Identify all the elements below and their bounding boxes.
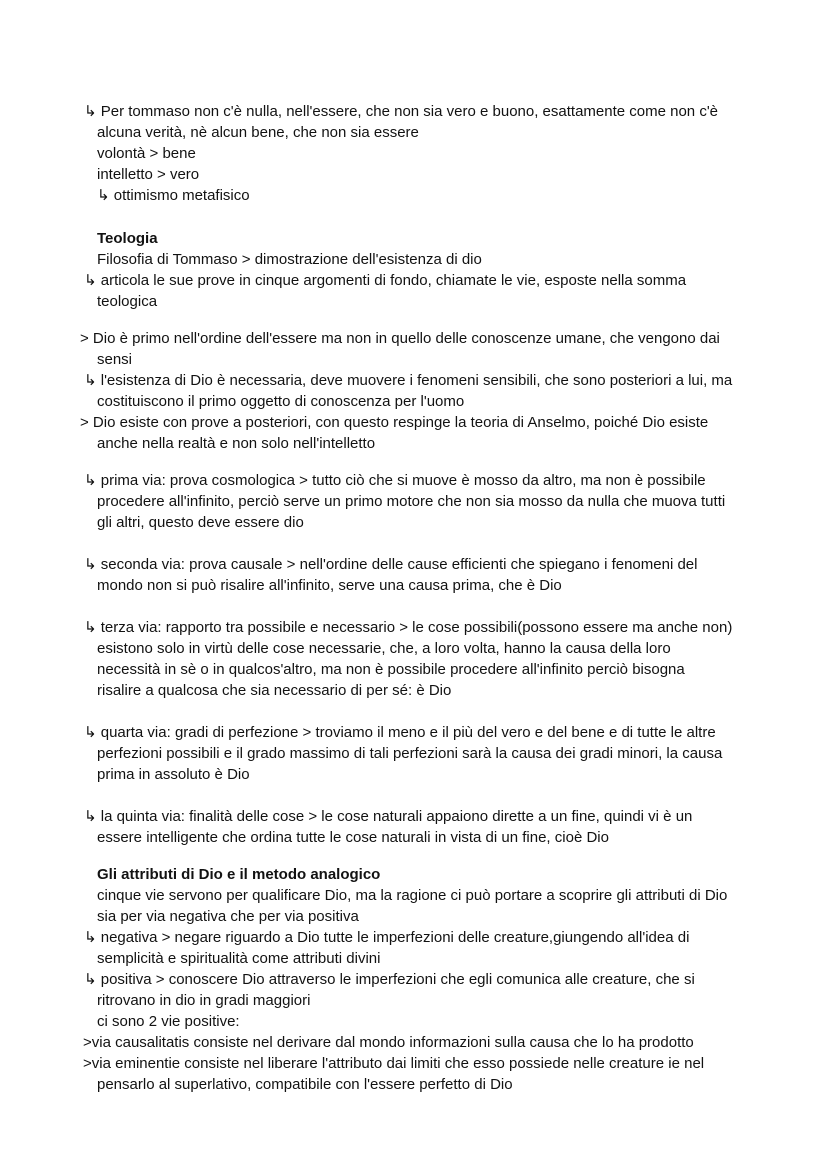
text-block: > Dio esiste con prove a posteriori, con questo respinge la teoria di Anselmo, poiché Dio esiste anche nella realtà e non solo nell'intelletto <box>80 414 709 452</box>
text-block: Filosofia di Tommaso > dimostrazione dell'esistenza di dio <box>97 251 482 268</box>
notes-document <box>80 101 733 1095</box>
section-heading: Gli attributi di Dio e il metodo analogico <box>97 866 381 883</box>
text-block: ↳ quarta via: gradi di perfezione > troviamo il meno e il più del vero e del bene e di tutte le altre perfezioni possibili e il grado massimo di tali perfezioni sarà la causa dei gradi minori, la causa prima in assoluto è Dio <box>84 724 723 783</box>
text-block: ↳ la quinta via: finalità delle cose > le cose naturali appaiono dirette a un fine, quindi vi è un essere intelligente che ordina tutte le cose naturali in vista di un fine, cioè Dio <box>84 808 693 846</box>
text-block: ↳ positiva > conoscere Dio attraverso le imperfezioni che egli comunica alle creature, che si ritrovano in dio in gradi maggiori <box>84 971 695 1009</box>
text-block: ↳ ottimismo metafisico <box>97 187 250 204</box>
text-block: ↳ prima via: prova cosmologica > tutto ciò che si muove è mosso da altro, ma non è possibile procedere all'infinito, perciò serve un primo motore che non sia mosso da nulla che muova tutti gli altri, questo deve essere dio <box>84 472 726 531</box>
text-block: >via causalitatis consiste nel derivare dal mondo informazioni sulla causa che lo ha prodotto <box>83 1034 694 1051</box>
text-block: ↳ negativa > negare riguardo a Dio tutte le imperfezioni delle creature,giungendo all'idea di semplicità e spiritualità come attributi divini <box>84 929 690 967</box>
text-block: volontà > bene <box>97 145 196 162</box>
text-block: cinque vie servono per qualificare Dio, ma la ragione ci può portare a scoprire gli attributi di Dio sia per via negativa che per via positiva <box>97 887 728 925</box>
text-block: > Dio è primo nell'ordine dell'essere ma non in quello delle conoscenze umane, che vengono dai sensi <box>80 330 720 368</box>
text-block: ci sono 2 vie positive: <box>97 1013 240 1030</box>
text-block: ↳ articola le sue prove in cinque argomenti di fondo, chiamate le vie, esposte nella somma teologica <box>84 272 687 310</box>
text-block: >via eminentie consiste nel liberare l'attributo dai limiti che esso possiede nelle creature ie nel pensarlo al superlativo, compatibile con l'essere perfetto di Dio <box>83 1055 705 1093</box>
text-block: ↳ Per tommaso non c'è nulla, nell'essere, che non sia vero e buono, esattamente come non c'è alcuna verità, nè alcun bene, che non sia essere <box>84 103 719 141</box>
text-block: ↳ l'esistenza di Dio è necessaria, deve muovere i fenomeni sensibili, che sono posteriori a lui, ma costituiscono il primo oggetto di conoscenza per l'uomo <box>84 372 733 410</box>
section-heading: Teologia <box>97 230 158 247</box>
text-block: ↳ terza via: rapporto tra possibile e necessario > le cose possibili(possono essere ma anche non) esistono solo in virtù delle cose necessarie, che, a loro volta, hanno la causa della loro necessità in sè o in qualcos'altro, ma non è possibile procedere all'infinito perciò bisogna risalire a qualcosa che sia necessario di per sé: è Dio <box>84 619 733 699</box>
text-block: intelletto > vero <box>97 166 200 183</box>
text-block: ↳ seconda via: prova causale > nell'ordine delle cause efficienti che spiegano i fenomeni del mondo non si può risalire all'infinito, serve una causa prima, che è Dio <box>84 556 698 594</box>
